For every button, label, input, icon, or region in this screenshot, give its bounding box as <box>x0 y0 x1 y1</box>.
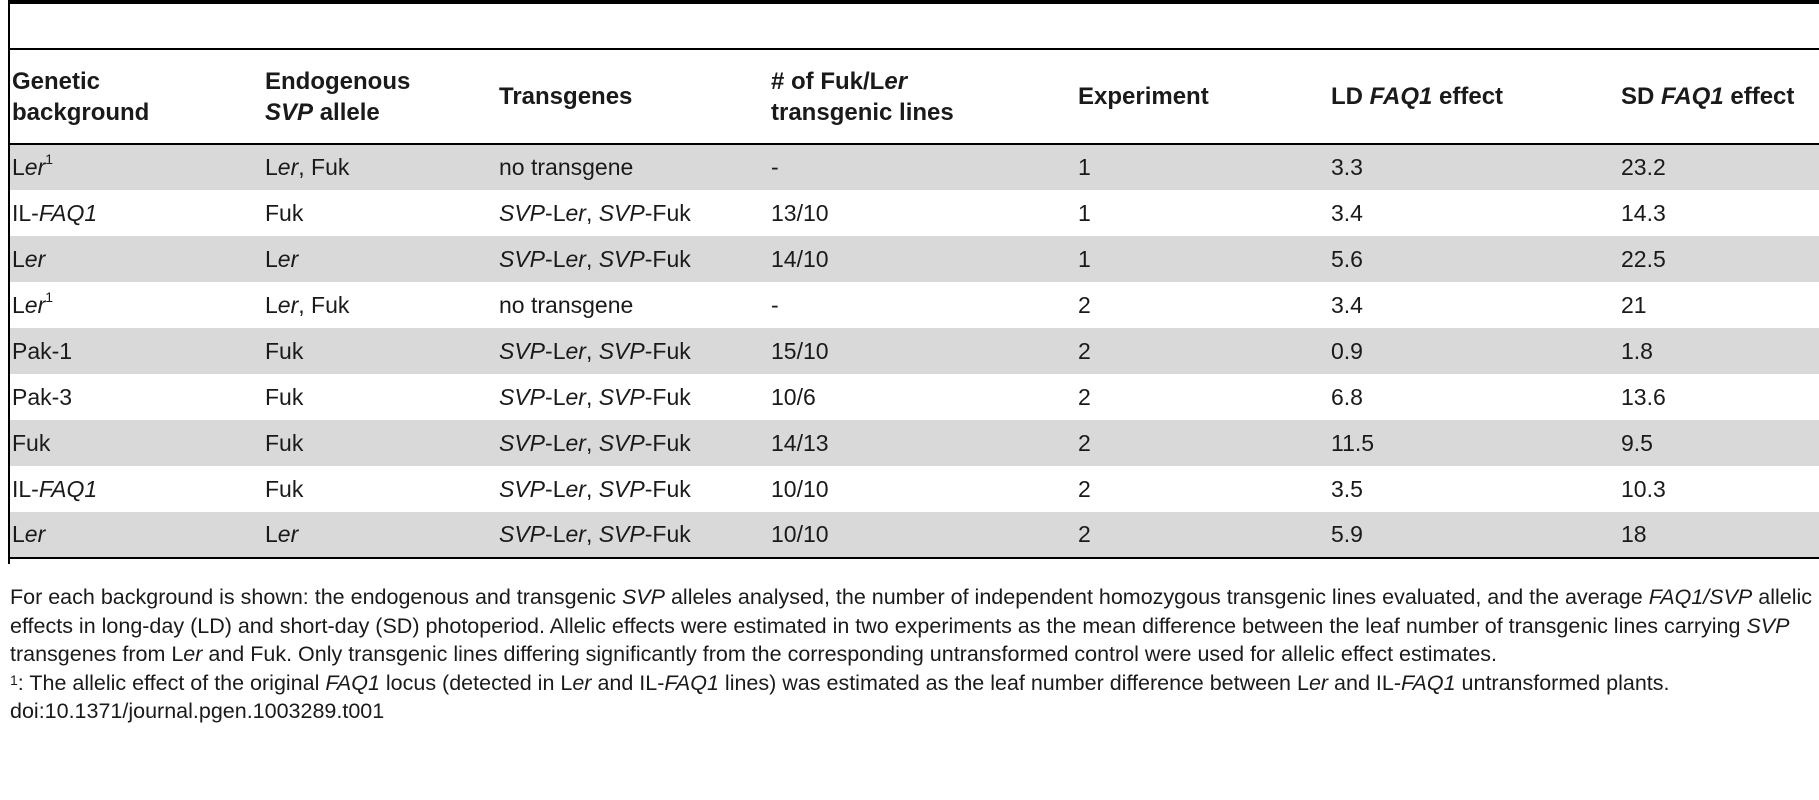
cell-sd-effect: 9.5 <box>1619 420 1819 466</box>
cell-ld-effect: 3.4 <box>1331 291 1363 318</box>
col-transgenes: Transgenes <box>497 49 769 144</box>
table-footnote <box>10 583 1815 726</box>
cell-experiment: 2 <box>1078 475 1091 502</box>
cell-lines: - <box>769 144 1076 190</box>
col-endogenous-svp: Endogenous SVP allele <box>263 49 497 144</box>
cell-experiment: 1 <box>1076 236 1329 282</box>
cell-experiment: 2 <box>1076 512 1329 558</box>
cell-background: Ler$^1$ <box>12 288 54 318</box>
cell-transgenes: SVP-Ler, SVP-Fuk <box>499 475 691 502</box>
cell-experiment: 2 <box>1076 328 1329 374</box>
cell-sd-effect: 10.3 <box>1621 475 1666 502</box>
cell-background: Ler <box>10 512 263 558</box>
cell-endogenous-allele: Ler <box>263 236 497 282</box>
cell-endogenous-allele: Ler <box>263 512 497 558</box>
cell-ld-effect: 5.6 <box>1329 236 1619 282</box>
data-table-container <box>10 48 1819 559</box>
table-row <box>10 512 1819 558</box>
cell-endogenous-allele: Fuk <box>263 328 497 374</box>
cell-background: Ler$^1$ <box>10 144 263 190</box>
cell-lines: 14/10 <box>769 236 1076 282</box>
cell-ld-effect: 0.9 <box>1329 328 1619 374</box>
col-ld-effect: LD FAQ1 effect <box>1329 49 1619 144</box>
cell-sd-effect: 13.6 <box>1621 383 1666 410</box>
top-rule <box>10 0 1819 4</box>
table-row <box>10 420 1819 466</box>
cell-background: Fuk <box>10 420 263 466</box>
cell-ld-effect: 3.5 <box>1331 475 1363 502</box>
cell-transgenes: no transgene <box>499 291 634 318</box>
table-row <box>10 190 1819 236</box>
cell-experiment: 2 <box>1078 291 1091 318</box>
cell-ld-effect: 6.8 <box>1331 383 1363 410</box>
footnote-text: For each background is shown: the endogenous and transgenic SVP alleles analysed, the number of independent homozygous transgenic lines evaluated, and the average FAQ1/SVP allelic effects in long-day (LD) and short-day (SD) photoperiod. Allelic effects were estimated in two experiments as the mean difference between the leaf number of transgenic lines carrying SVP transgenes from Ler and Fuk. Only transgenic lines differing significantly from the corresponding untransformed control were used for allelic effect estimates. <box>10 585 1813 666</box>
cell-endogenous-allele: Fuk <box>263 420 497 466</box>
table-row <box>10 236 1819 282</box>
cell-ld-effect: 3.4 <box>1331 199 1363 226</box>
table-row <box>10 282 1819 328</box>
col-sd-effect: SD FAQ1 effect <box>1619 49 1819 144</box>
cell-endogenous-allele: Ler, Fuk <box>263 144 497 190</box>
footnote-superscript-note: $^1$: The allelic effect of the original FAQ1 locus (detected in Ler and IL-FAQ1 lines) was estimated as the leaf number difference between Ler and IL-FAQ1 untransformed plants. <box>10 670 1670 695</box>
cell-sd-effect: 18 <box>1619 512 1819 558</box>
cell-sd-effect: 14.3 <box>1621 199 1666 226</box>
cell-lines: - <box>771 291 779 318</box>
table-row <box>10 328 1819 374</box>
cell-lines: 13/10 <box>771 199 829 226</box>
doi-text: doi:10.1371/journal.pgen.1003289.t001 <box>10 699 385 723</box>
cell-sd-effect: 1.8 <box>1619 328 1819 374</box>
cell-experiment: 2 <box>1076 420 1329 466</box>
cell-transgenes: SVP-Ler, SVP-Fuk <box>499 199 691 226</box>
cell-lines: 14/13 <box>769 420 1076 466</box>
col-genetic-background: Genetic background <box>10 49 263 144</box>
cell-background: Ler <box>10 236 263 282</box>
cell-transgenes: no transgene <box>497 144 769 190</box>
cell-experiment: 1 <box>1076 144 1329 190</box>
cell-background: IL-FAQ1 <box>12 475 98 502</box>
data-table <box>10 48 1819 559</box>
col-transgenic-lines: # of Fuk/Ler transgenic lines <box>769 49 1076 144</box>
cell-transgenes: SVP-Ler, SVP-Fuk <box>499 383 691 410</box>
cell-background: IL-FAQ1 <box>12 199 98 226</box>
cell-ld-effect: 11.5 <box>1329 420 1619 466</box>
cell-endogenous-allele: Fuk <box>265 475 304 502</box>
table-row <box>10 144 1819 190</box>
cell-transgenes: SVP-Ler, SVP-Fuk <box>497 512 769 558</box>
cell-experiment: 1 <box>1078 199 1091 226</box>
table-row <box>10 466 1819 512</box>
header-row <box>10 49 1819 144</box>
cell-background: Pak-3 <box>12 383 73 410</box>
cell-lines: 10/10 <box>771 475 829 502</box>
cell-ld-effect: 5.9 <box>1329 512 1619 558</box>
cell-experiment: 2 <box>1078 383 1091 410</box>
cell-background: Pak-1 <box>10 328 263 374</box>
cell-lines: 10/10 <box>769 512 1076 558</box>
cell-transgenes: SVP-Ler, SVP-Fuk <box>497 328 769 374</box>
table-body <box>10 144 1819 558</box>
cell-ld-effect: 3.3 <box>1329 144 1619 190</box>
cell-sd-effect: 22.5 <box>1619 236 1819 282</box>
cell-endogenous-allele: Ler, Fuk <box>265 291 350 318</box>
cell-lines: 10/6 <box>771 383 816 410</box>
cell-endogenous-allele: Fuk <box>265 383 304 410</box>
cell-transgenes: SVP-Ler, SVP-Fuk <box>497 236 769 282</box>
cell-transgenes: SVP-Ler, SVP-Fuk <box>497 420 769 466</box>
cell-sd-effect: 21 <box>1621 291 1647 318</box>
cell-lines: 15/10 <box>769 328 1076 374</box>
table-row <box>10 374 1819 420</box>
col-experiment: Experiment <box>1076 49 1329 144</box>
cell-sd-effect: 23.2 <box>1619 144 1819 190</box>
cell-endogenous-allele: Fuk <box>265 199 304 226</box>
